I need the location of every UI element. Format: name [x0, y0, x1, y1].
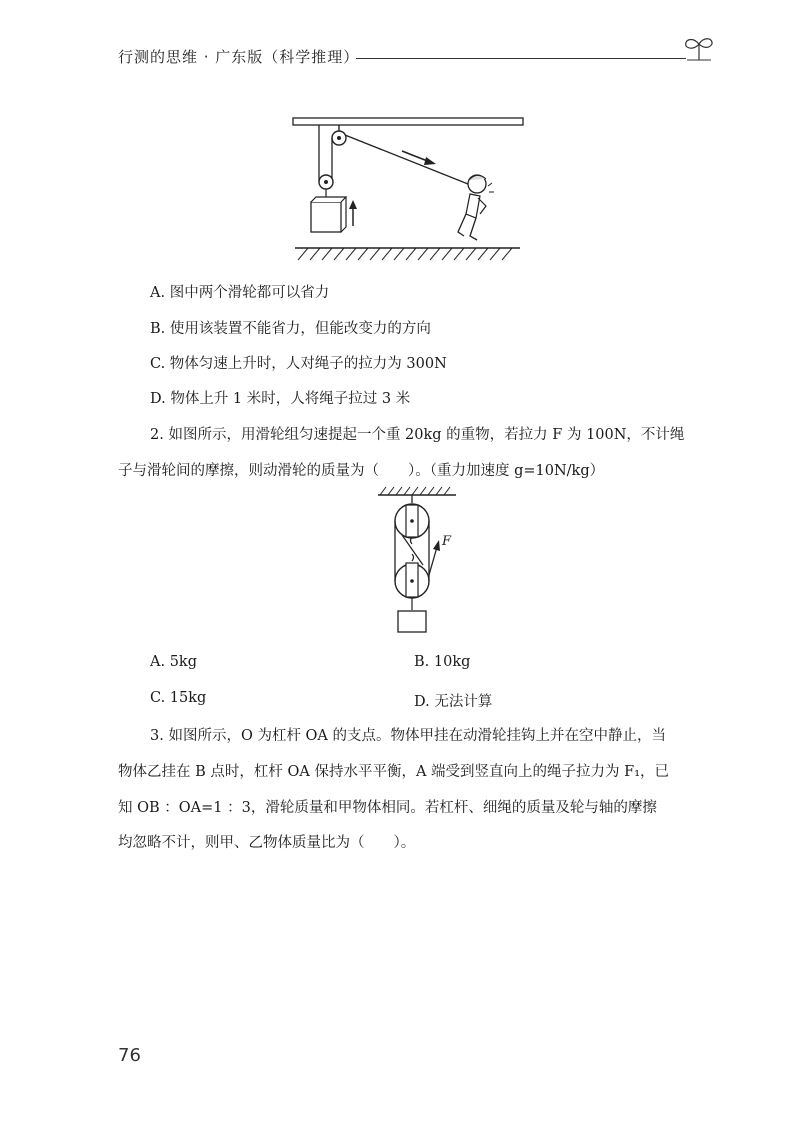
- q1-option-d: D. 物体上升 1 米时，人将绳子拉过 3 米: [150, 391, 411, 407]
- q1-option-b: B. 使用该装置不能省力，但能改变力的方向: [150, 321, 431, 337]
- q2-option-b: B. 10kg: [414, 654, 471, 670]
- q3-text-line1: 3. 如图所示，O 为杠杆 OA 的支点。物体甲挂在动滑轮挂钩上并在空中静止，当: [150, 728, 667, 744]
- q3-text-line3: 知 OB ：OA=1 ：3，滑轮质量和甲物体相同。若杠杆、细绳的质量及轮与轴的摩擦: [118, 800, 657, 816]
- header-rule: [356, 58, 686, 59]
- page-number: 76: [118, 1045, 141, 1066]
- figure-force-label: F: [442, 534, 452, 549]
- q1-option-c: C. 物体匀速上升时，人对绳子的拉力为 300N: [150, 356, 447, 372]
- running-header-title: 行测的思维 · 广东版（科学推理）: [118, 48, 360, 66]
- q2-text-line2: 子与滑轮间的摩擦，则动滑轮的质量为（ ）。（重力加速度 g=10N/kg）: [118, 463, 605, 479]
- q3-text-line2: 物体乙挂在 B 点时，杠杆 OA 保持水平平衡，A 端受到竖直向上的绳子拉力为 F₁，已: [118, 764, 670, 780]
- sprout-icon: [682, 32, 716, 62]
- figure-pulley-block: [372, 485, 482, 645]
- q2-option-c: C. 15kg: [150, 690, 207, 706]
- figure-pulley-person: [290, 114, 530, 272]
- q2-option-a: A. 5kg: [150, 654, 197, 670]
- q3-text-line4: 均忽略不计，则甲、乙物体质量比为（ ）。: [118, 835, 416, 851]
- q1-option-a: A. 图中两个滑轮都可以省力: [150, 285, 330, 301]
- q2-text-line1: 2. 如图所示，用滑轮组匀速提起一个重 20kg 的重物，若拉力 F 为 100N，不计绳: [150, 427, 685, 443]
- q2-option-d: D. 无法计算: [414, 694, 493, 710]
